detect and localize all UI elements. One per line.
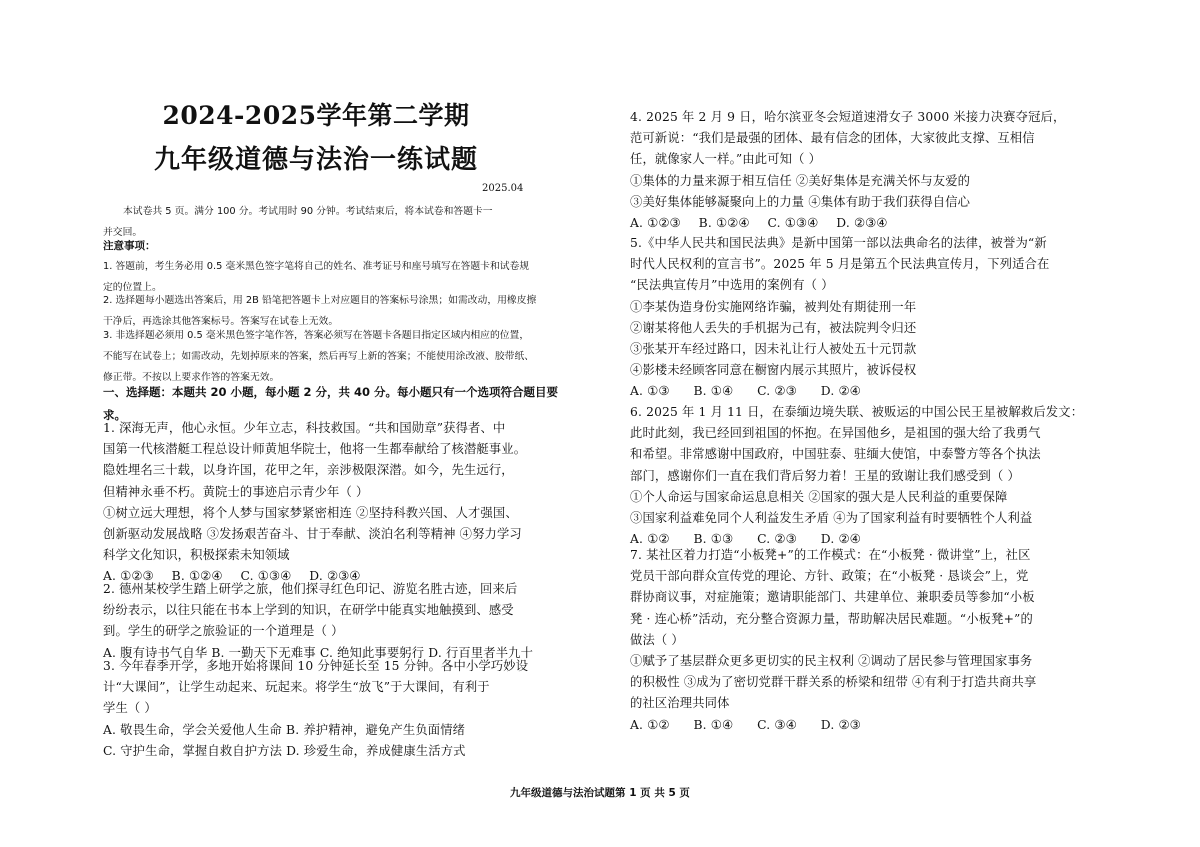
option-d: D. ②③④	[836, 216, 888, 231]
note-line: 定的位置上。	[103, 282, 162, 293]
question-options	[630, 381, 1100, 402]
option-b: B. ①④	[693, 384, 734, 399]
question-line: 国第一代核潜艇工程总设计师黄旭华院士，他将一生都奉献给了核潜艇事业。	[103, 442, 527, 457]
question-line: 创新驱动发展战略 ③发扬艰苦奋斗、甘于奉献、淡泊名利等精神 ④努力学习	[103, 527, 522, 542]
option-a: A. ①②	[630, 532, 670, 547]
question-line: 3. 今年春季开学，多地开始将课间 10 分钟延长至 15 分钟。各中小学巧妙设	[103, 659, 529, 673]
question-line: 群协商议事，对症施策；邀请职能部门、共建单位、兼职委员等参加“小板	[630, 590, 1035, 605]
question-options: C. 守护生命，掌握自救自护方法 D. 珍爱生命，养成健康生活方式	[103, 743, 466, 758]
note-item-3	[103, 325, 563, 388]
question-options	[630, 213, 1100, 234]
question-5	[630, 233, 1100, 403]
page-footer: 九年级道德与法治试题第 1 页 共 5 页	[510, 787, 690, 799]
question-line: 6. 2025 年 1 月 11 日，在泰缅边境失联、被贩运的中国公民王星被解救后发文：	[630, 405, 1084, 419]
note-line: 2. 选择题每小题选出答案后，用 2B 铅笔把答题卡上对应题目的答案标号涂黑；如需改动，用橡皮擦	[103, 295, 537, 306]
question-line: 学生（ ）	[103, 701, 157, 716]
note-line: 干净后，再选涂其他答案标号。答案写在试卷上无效。	[103, 316, 339, 327]
question-line: ①李某伪造身份实施网络诈骗，被判处有期徒刑一年	[630, 299, 917, 314]
note-line: 3. 非选择题必须用 0.5 毫米黑色签字笔作答，答案必须写在答题卡各题目指定区域内相应的位置，	[103, 330, 530, 341]
question-line: 此时此刻，我已经回到祖国的怀抱。在异国他乡，是祖国的强大给了我勇气	[630, 426, 1041, 441]
question-6	[630, 402, 1100, 550]
question-line: 任，就像家人一样。”由此可知（ ）	[630, 152, 822, 167]
question-line: ①树立远大理想，将个人梦与国家梦紧密相连 ②坚持科教兴国、人才强国、	[103, 505, 518, 520]
question-line: 4. 2025 年 2 月 9 日，哈尔滨亚冬会短道速滑女子 3000 米接力决赛夺冠后，	[630, 110, 1066, 124]
option-c: C. ②③	[757, 384, 797, 399]
question-line: 凳 · 连心桥”活动，充分整合资源力量，帮助解决居民难题。“小板凳+”的	[630, 611, 1033, 626]
question-line: 1. 深海无声，他心永恒。少年立志，科技救国。“共和国勋章”获得者、中	[103, 421, 506, 435]
option-c: C. ①③④	[240, 569, 292, 584]
question-line: 7. 某社区着力打造“小板凳+”的工作模式：在“小板凳 · 微讲堂”上，社区	[630, 548, 1031, 562]
intro-line: 并交回。	[103, 227, 143, 238]
option-b: B. ①②④	[171, 569, 223, 584]
question-options: A. 敬畏生命，学会关爱他人生命 B. 养护精神，避免产生负面情绪	[103, 722, 466, 737]
option-c: C. ①③④	[767, 216, 819, 231]
question-line: 纷纷表示，以往只能在书本上学到的知识，在研学中能真实地触摸到、感受	[103, 603, 514, 618]
note-line: 1. 答题前，考生务必用 0.5 毫米黑色签字笔将自己的姓名、准考证号和座号填写在答题卡和试卷规	[103, 261, 530, 272]
question-line: 党员干部向群众宣传党的理论、方针、政策；在“小板凳 · 恳谈会”上，党	[630, 569, 1029, 584]
option-b: B. ①②④	[698, 216, 750, 231]
question-line: 的社区治理共同体	[630, 696, 730, 711]
question-line: ①个人命运与国家命运息息相关 ②国家的强大是人民利益的重要保障	[630, 489, 1008, 504]
option-d: D. ②④	[820, 384, 861, 399]
option-d: D. ②③	[820, 717, 861, 732]
question-line: ①集体的力量来源于相互信任 ②美好集体是充满关怀与友爱的	[630, 173, 971, 188]
question-4	[630, 107, 1100, 234]
option-a: A. ①②③	[103, 569, 154, 584]
option-d: D. ②③④	[309, 569, 361, 584]
option-a: A. ①③	[630, 384, 670, 399]
section-heading-line: 求。	[103, 408, 126, 422]
question-line: 计“大课间”，让学生动起来、玩起来。将学生“放飞”于大课间，有利于	[103, 680, 490, 695]
option-a: A. ①②	[630, 717, 670, 732]
question-7	[630, 545, 1100, 736]
question-options: A. 腹有诗书气自华 B. 一勤天下无难事 C. 绝知此事要躬行 D. 行百里者半九十	[103, 645, 534, 660]
question-line: ②谢某将他人丢失的手机据为己有，被法院判令归还	[630, 320, 917, 335]
question-line: ③美好集体能够凝聚向上的力量 ④集体有助于我们获得自信心	[630, 194, 971, 209]
question-line: 的积极性 ③成为了密切党群干群关系的桥梁和纽带 ④有利于打造共商共享	[630, 675, 1037, 690]
question-line: 科学文化知识，积极探索未知领域	[103, 548, 290, 563]
note-line: 不能写在试卷上；如需改动，先划掉原来的答案，然后再写上新的答案；不能使用涂改液、胶带纸、	[103, 351, 535, 362]
question-2	[103, 579, 573, 664]
question-line: 2. 德州某校学生踏上研学之旅，他们探寻红色印记、游览名胜古迹，回来后	[103, 582, 518, 596]
exam-intro	[103, 201, 533, 243]
question-line: 但精神永垂不朽。黄院士的事迹启示青少年（ ）	[103, 484, 369, 499]
option-b: B. ①③	[693, 532, 734, 547]
question-line: 范可新说：“我们是最强的团体、最有信念的团体，大家彼此支撑、互相信	[630, 131, 1035, 146]
question-3	[103, 656, 573, 762]
option-b: B. ①④	[693, 717, 734, 732]
question-options	[630, 715, 1100, 736]
note-line: 修正带。不按以上要求作答的答案无效。	[103, 372, 280, 383]
exam-subject-title: 九年级道德与法治一练试题	[153, 145, 478, 175]
notes-heading: 注意事项：	[103, 240, 156, 252]
option-c: C. ③④	[757, 717, 797, 732]
intro-line: 本试卷共 5 页。满分 100 分。考试用时 90 分钟。考试结束后，将本试卷和答题卡一	[123, 206, 493, 217]
exam-term-title: 2024-2025学年第二学期	[162, 101, 470, 130]
section-heading-line: 一、选择题：本题共 20 小题，每小题 2 分，共 40 分。每小题只有一个选项符合题目要	[103, 385, 559, 399]
question-line: 5.《中华人民共和国民法典》是新中国第一部以法典命名的法律，被誉为“新	[630, 236, 1047, 250]
question-line: 时代人民权利的宣言书”。2025 年 5 月是第五个民法典宣传月，下列适合在	[630, 257, 1050, 272]
option-a: A. ①②③	[630, 216, 681, 231]
question-line: ③张某开车经过路口，因未礼让行人被处五十元罚款	[630, 342, 917, 357]
question-line: ③国家利益难免同个人利益发生矛盾 ④为了国家利益有时要牺牲个人利益	[630, 511, 1033, 526]
exam-date: 2025.04	[482, 183, 524, 194]
option-d: D. ②④	[820, 532, 861, 547]
question-line: 部门，感谢你们一直在我们背后努力着！王星的致谢让我们感受到（ ）	[630, 468, 1020, 483]
question-line: ①赋予了基层群众更多更切实的民主权利 ②调动了居民参与管理国家事务	[630, 654, 1033, 669]
question-line: 和希望。非常感谢中国政府，中国驻泰、驻缅大使馆，中泰警方等各个执法	[630, 447, 1041, 462]
question-line: 做法（ ）	[630, 632, 684, 647]
question-line: 隐姓埋名三十载，以身许国，花甲之年，亲涉极限深潜。如今，先生远行，	[103, 463, 514, 478]
question-line: ④影楼未经顾客同意在橱窗内展示其照片，被诉侵权	[630, 363, 917, 378]
question-1	[103, 418, 573, 588]
question-line: 到。学生的研学之旅验证的一个道理是（ ）	[103, 624, 344, 639]
question-line: “民法典宣传月”中选用的案例有（ ）	[630, 278, 834, 293]
option-c: C. ②③	[757, 532, 797, 547]
